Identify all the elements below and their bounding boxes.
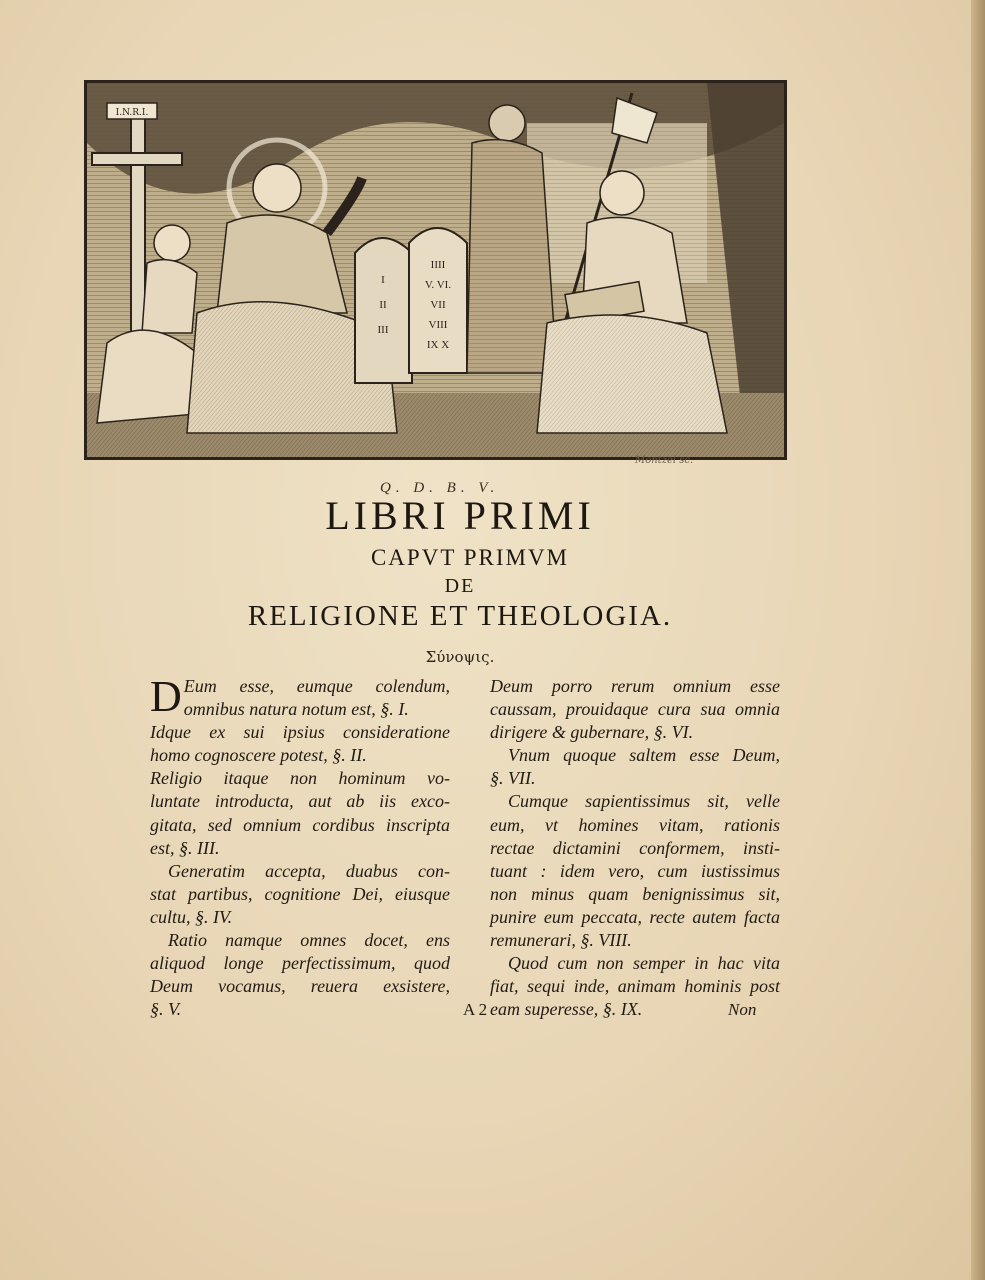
text-line: Deum vocamus, reuera exsistere,	[150, 976, 450, 997]
text-line: eum, vt homines vitam, rationis	[490, 814, 780, 835]
text-line: non minus quam benignissimus sit,	[490, 883, 780, 904]
text-line: stat partibus, cognitione Dei, eiusque	[150, 883, 450, 904]
text-line: Generatim accepta, duabus con-	[168, 860, 450, 881]
chapter-title: CAPVT PRIMVM	[370, 545, 570, 570]
svg-text:IIII: IIII	[430, 259, 446, 271]
svg-text:VIII: VIII	[428, 319, 448, 331]
right-column	[490, 675, 780, 1021]
text-line: Vnum quoque saltem esse Deum,	[508, 745, 780, 766]
text-line: punire eum peccata, recte autem facta	[490, 906, 780, 927]
text-line: est, §. III.	[150, 837, 220, 858]
book-title: LIBRI PRIMI	[325, 493, 595, 538]
text-line: §. VII.	[490, 768, 536, 789]
text-line: fiat, sequi inde, animam hominis post	[490, 976, 780, 997]
text-line: homo cognoscere potest, §. II.	[150, 745, 367, 766]
synopsis-heading: Σύνοψις.	[425, 648, 495, 666]
text-line: Religio itaque non hominum vo-	[150, 768, 450, 789]
text-line: luntate introducta, aut ab iis exco-	[150, 791, 450, 812]
engraving-plate	[84, 80, 787, 460]
page-edge	[971, 0, 985, 1280]
chapter-de: DE	[444, 575, 476, 597]
svg-text:VII: VII	[430, 299, 446, 311]
svg-text:II: II	[379, 299, 387, 311]
text-line: remunerari, §. VIII.	[490, 930, 632, 951]
text-line: Ratio namque omnes docet, ens	[168, 930, 450, 951]
svg-text:IX X: IX X	[426, 339, 450, 351]
text-line: Eum esse, eumque colendum,	[183, 676, 450, 696]
svg-text:I: I	[381, 274, 385, 286]
svg-text:III: III	[377, 324, 389, 336]
text-line: Cumque sapientissimus sit, velle	[508, 791, 780, 812]
text-line: cultu, §. IV.	[150, 906, 233, 927]
text-line: rectae dictamini conformem, insti-	[490, 837, 780, 858]
svg-text:I.N.R.I.: I.N.R.I.	[115, 108, 149, 118]
qdbv-heading: Q. D. B. V.	[380, 480, 500, 496]
text-line: Quod cum non semper in hac vita	[508, 953, 780, 974]
text-line: tuant : idem vero, cum iustissimus	[490, 860, 780, 881]
text-line: dirigere & gubernare, §. VI.	[490, 722, 694, 743]
engraving-religion-icon	[87, 83, 784, 457]
text-line: Idque ex sui ipsius consideratione	[150, 722, 450, 743]
text-line: Deum porro rerum omnium esse	[490, 676, 780, 696]
dropcap-letter: D	[150, 672, 182, 721]
engraver-signature: Montzel sc.	[635, 455, 694, 466]
signature-mark: A 2	[463, 1000, 488, 1019]
text-line: eam superesse, §. IX.	[490, 999, 643, 1020]
svg-text:V. VI.: V. VI.	[424, 279, 452, 291]
left-column	[150, 672, 450, 1021]
text-line: aliquod longe perfectissimum, quod	[150, 953, 450, 974]
chapter-subject: RELIGIONE ET THEOLOGIA.	[247, 600, 673, 632]
text-line: omnibus natura notum est, §. I.	[183, 699, 409, 720]
catchword: Non	[728, 1000, 757, 1019]
text-line: caussam, prouidaque cura sua omnia	[490, 699, 780, 720]
text-line: gitata, sed omnium cordibus inscripta	[150, 814, 450, 835]
text-line: §. V.	[150, 999, 182, 1020]
